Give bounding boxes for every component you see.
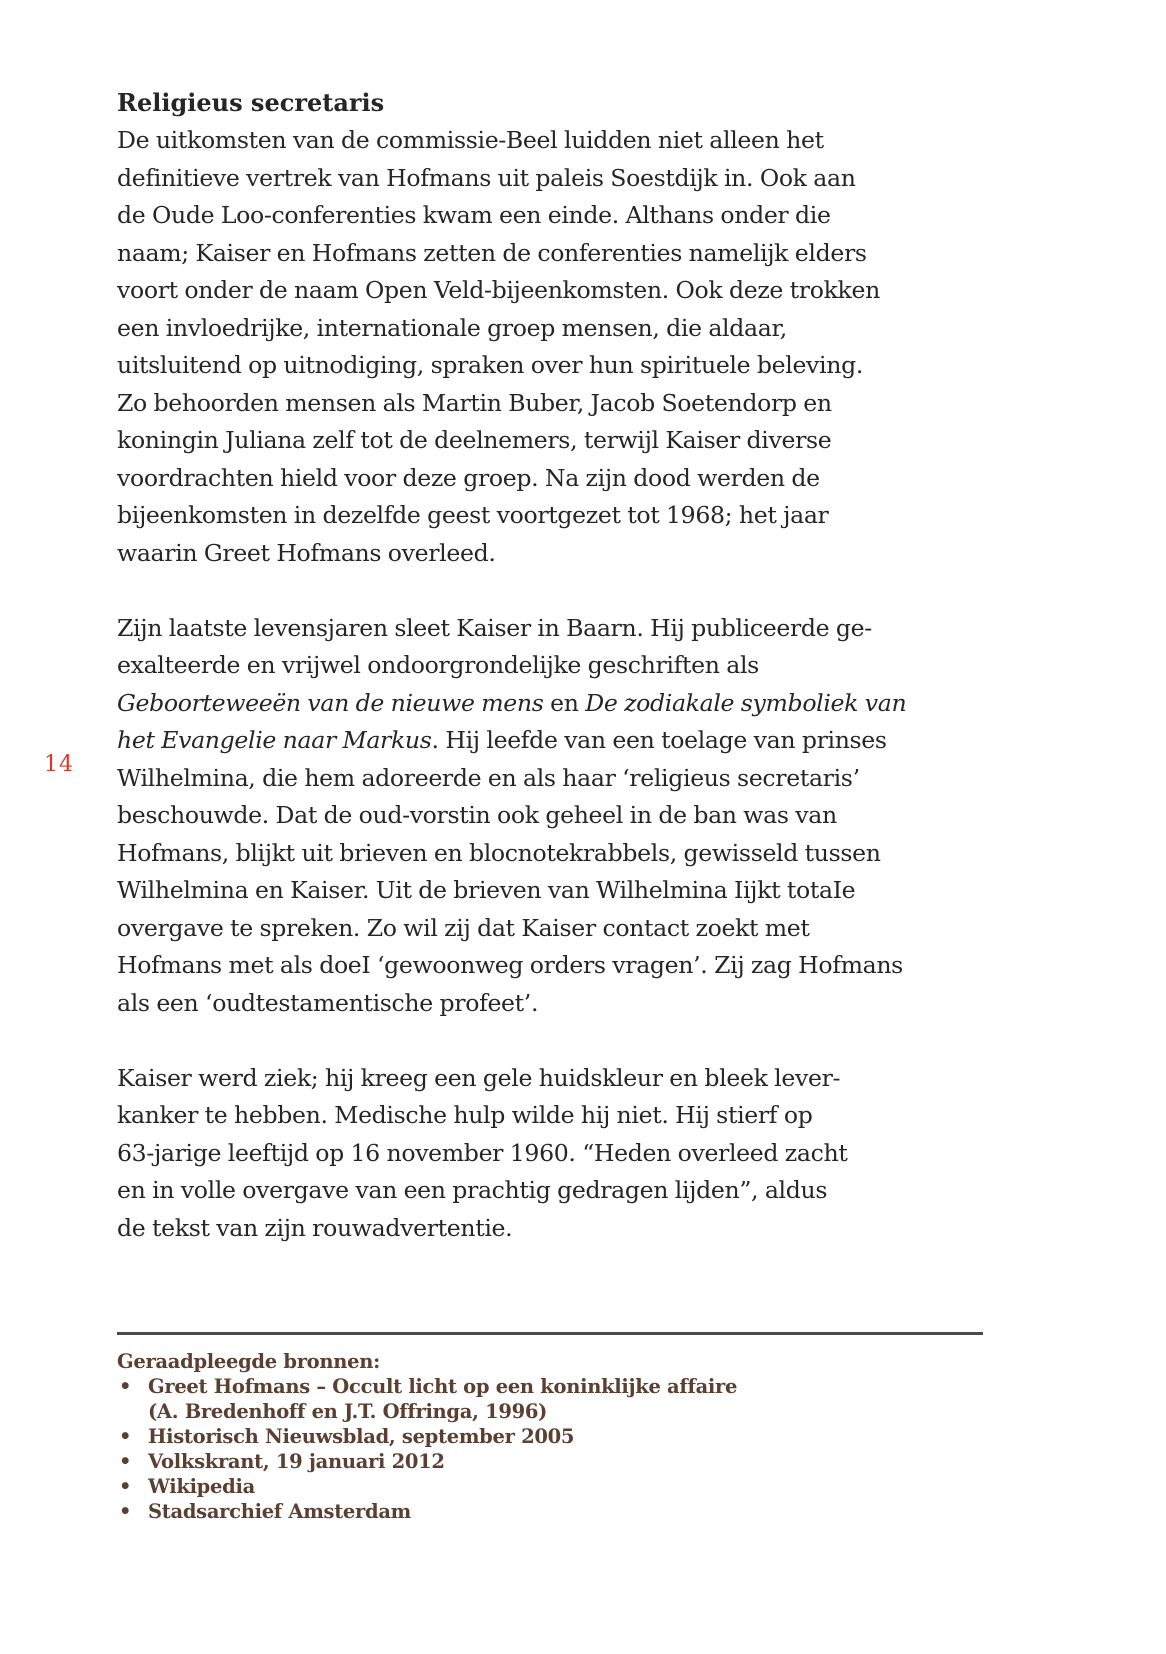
footnote-divider <box>117 1332 983 1335</box>
book-title: De zodiakale symboliek van <box>585 688 907 717</box>
text-line: de Oude Loo-conferenties kwam een einde. Althans onder die <box>117 201 831 229</box>
text-line: een invloedrijke, internationale groep mensen, die aldaar, <box>117 313 787 342</box>
source-item <box>117 1374 917 1424</box>
source-text: Historisch Nieuwsblad, september 2005 <box>148 1425 575 1448</box>
text-line: definitieve vertrek van Hofmans uit paleis Soestdijk in. Ook aan <box>117 163 856 192</box>
text-line: overgave te spreken. Zo wil zij dat Kaiser contact zoekt met <box>117 913 810 942</box>
text-line: Wilhelmina en Kaiser. Uit de brieven van Wilhelmina Iijkt totaIe <box>117 876 856 904</box>
text-line-with-titles <box>117 685 997 723</box>
text-line: de tekst van zijn rouwadvertentie. <box>117 1213 513 1242</box>
source-text: Volkskrant, 19 januari 2012 <box>148 1450 445 1473</box>
text-line: De uitkomsten van de commissie-Beel luidden niet alleen het <box>117 126 824 154</box>
book-title: Geboorteweeën van de nieuwe mens <box>117 688 544 717</box>
text-line-with-title <box>117 722 997 760</box>
text-line: voordrachten hield voor deze groep. Na zijn dood werden de <box>117 463 820 492</box>
text-line: kanker te hebben. Medische hulp wilde hij niet. Hij stierf op <box>117 1101 813 1129</box>
text-line: en in volle overgave van een prachtig gedragen lijden”, aldus <box>117 1176 828 1204</box>
text-line: Zijn laatste levensjaren sleet Kaiser in Baarn. Hij publiceerde ge- <box>117 613 872 642</box>
text-line: Hofmans met als doeI ‘gewoonweg orders vragen’. Zij zag Hofmans <box>117 951 903 979</box>
text-line: waarin Greet Hofmans overleed. <box>117 538 496 567</box>
text-line: beschouwde. Dat de oud-vorstin ook geheel in de ban was van <box>117 801 837 829</box>
bullet-icon: • <box>119 1425 132 1448</box>
text-fragment: . Hij leefde van een toelage van prinses <box>431 726 887 754</box>
sources-title: Geraadpleegde bronnen: <box>117 1350 381 1373</box>
text-line: Hofmans, blijkt uit brieven en blocnotekrabbels, gewisseld tussen <box>117 838 881 867</box>
paragraph-3 <box>117 1060 997 1248</box>
text-line: uitsluitend op uitnodiging, spraken over hun spirituele beleving. <box>117 351 863 379</box>
bullet-icon: • <box>119 1475 132 1498</box>
text-line: naam; Kaiser en Hofmans zetten de conferenties namelijk elders <box>117 238 867 267</box>
bullet-icon: • <box>119 1450 132 1473</box>
text-line: Zo behoorden mensen als Martin Buber, Jacob Soetendorp en <box>117 388 832 417</box>
book-title: het Evangelie naar Markus <box>117 726 432 754</box>
source-text: Stadsarchief Amsterdam <box>148 1500 412 1523</box>
text-fragment: en <box>543 688 586 717</box>
source-item <box>117 1499 917 1524</box>
text-line: koningin Juliana zelf tot de deelnemers, terwijl Kaiser diverse <box>117 426 832 454</box>
source-text: Greet Hofmans – Occult licht op een koninklijke affaire <box>148 1375 738 1398</box>
sources-block <box>117 1349 917 1524</box>
paragraph-1 <box>117 122 997 572</box>
text-line: Kaiser werd ziek; hij kreeg een gele huidskleur en bleek lever- <box>117 1063 841 1092</box>
bullet-icon: • <box>119 1375 132 1398</box>
source-item <box>117 1424 917 1449</box>
source-item <box>117 1474 917 1499</box>
bullet-icon: • <box>119 1500 132 1523</box>
text-line: voort onder de naam Open Veld-bijeenkomsten. Ook deze trokken <box>117 276 880 304</box>
paragraph-2 <box>117 610 997 1023</box>
article-body <box>117 84 997 1285</box>
text-line: exalteerde en vrijwel ondoorgrondelijke geschriften als <box>117 651 759 679</box>
text-line: bijeenkomsten in dezelfde geest voortgezet tot 1968; het jaar <box>117 501 829 529</box>
text-line: Wilhelmina, die hem adoreerde en als haar ‘religieus secretaris’ <box>117 763 860 792</box>
source-text-continued: (A. Bredenhoff en J.T. Offringa, 1996) <box>148 1400 548 1423</box>
page-number: 14 <box>44 752 74 777</box>
sources-list <box>117 1374 917 1524</box>
text-line: 63-jarige leeftijd op 16 november 1960. “Heden overleed zacht <box>117 1138 848 1167</box>
source-text: Wikipedia <box>148 1475 255 1498</box>
section-heading: Religieus secretaris <box>117 88 385 117</box>
text-line: als een ‘oudtestamentische profeet’. <box>117 988 539 1017</box>
source-item <box>117 1449 917 1474</box>
